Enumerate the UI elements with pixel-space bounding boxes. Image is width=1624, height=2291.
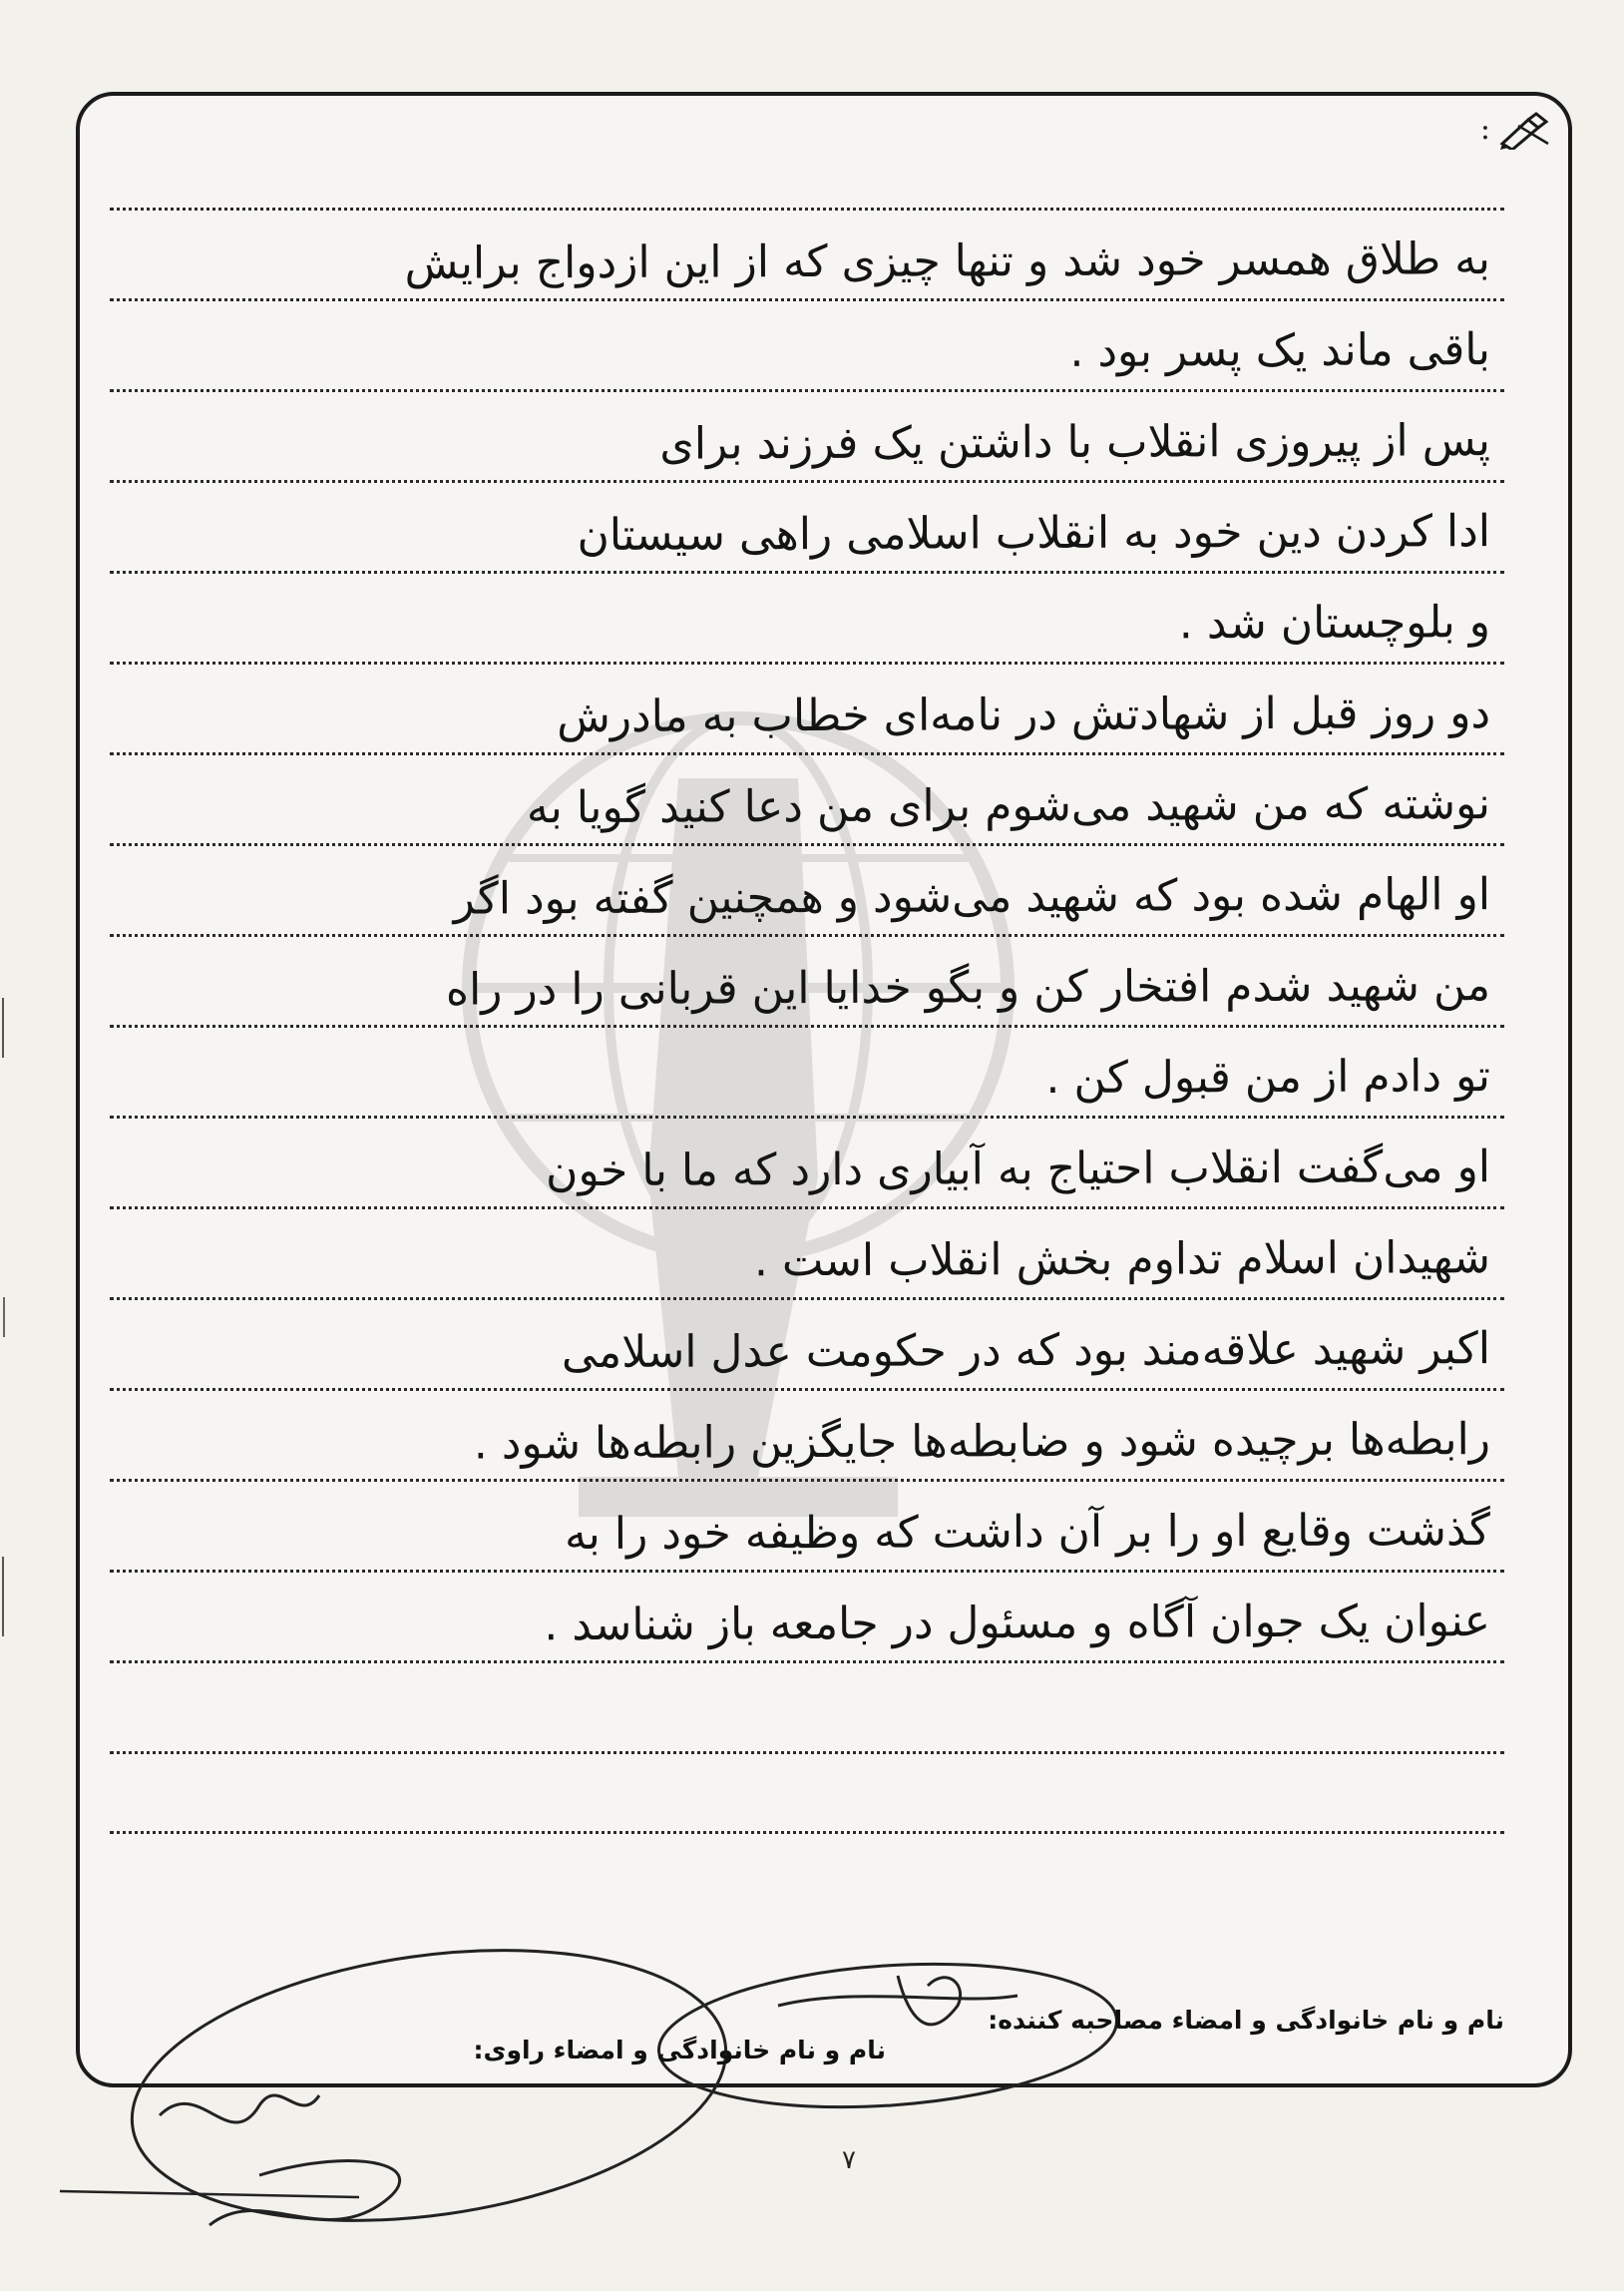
line-text: گذشت وقایع او را بر آن داشت که وظیفه خود را به	[564, 1505, 1491, 1561]
line-text: باقی ماند یک پسر بود .	[1069, 324, 1491, 377]
ruled-line	[110, 1754, 1504, 1834]
line-text: شهیدان اسلام تداوم بخش انقلاب است .	[753, 1232, 1491, 1287]
ruled-line	[110, 665, 1504, 755]
ruled-line	[110, 1391, 1504, 1482]
ruled-line	[110, 1482, 1504, 1573]
line-text: دو روز قبل از شهادتش در نامه‌ای خطاب به مادرش	[557, 687, 1491, 743]
ruled-line	[110, 1663, 1504, 1754]
ruled-line	[110, 1573, 1504, 1663]
line-text: رابطه‌ها برچیده شود و ضابطه‌ها جایگزین رابطه‌ها شود .	[473, 1414, 1491, 1470]
line-text: ادا کردن دین خود به انقلاب اسلامی راهی سیستان	[577, 506, 1491, 562]
line-text: تو دادم از من قبول کن .	[1045, 1051, 1491, 1105]
line-text: من شهید شدم افتخار کن و بگو خدایا این قربانی را در راه	[445, 960, 1491, 1016]
ruled-line	[110, 1209, 1504, 1300]
line-text	[150, 1740, 1490, 1746]
ruled-line	[110, 301, 1504, 392]
line-text: او الهام شده بود که شهید می‌شود و همچنین گفته بود اگر	[453, 869, 1491, 925]
ruled-line	[110, 211, 1504, 301]
line-text: به طلاق همسر خود شد و تنها چیزی که از این ازدواج برایش	[404, 233, 1491, 289]
line-text: پس از پیروزی انقلاب با داشتن یک فرزند برای	[659, 415, 1491, 470]
line-text: و بلوچستان شد .	[1178, 597, 1491, 650]
line-text: اکبر شهید علاقه‌مند بود که در حکومت عدل اسلامی	[561, 1323, 1491, 1379]
ruled-line	[110, 1300, 1504, 1391]
ruled-line	[110, 483, 1504, 574]
narrator-signature-label: نام و نام خانوادگی و امضاء راوی:	[473, 2036, 886, 2064]
ruled-line	[110, 392, 1504, 483]
handwritten-body	[110, 120, 1504, 1834]
line-text	[150, 197, 1490, 203]
ruled-line	[110, 120, 1504, 211]
scan-edge-marks	[0, 998, 10, 1696]
ruled-line	[110, 846, 1504, 937]
line-text: نوشته که من شهید می‌شوم برای من دعا کنید گویا به	[526, 778, 1491, 834]
page-number: ۷	[842, 2145, 856, 2175]
ruled-line	[110, 1119, 1504, 1209]
pen-icon	[1498, 110, 1554, 150]
ruled-line	[110, 574, 1504, 665]
line-text: عنوان یک جوان آگاه و مسئول در جامعه باز شناسد .	[544, 1596, 1491, 1651]
signature-row	[110, 2006, 1504, 2095]
ruled-line	[110, 755, 1504, 846]
ruled-line	[110, 1028, 1504, 1119]
line-text: او می‌گفت انقلاب احتیاج به آبیاری دارد که ما با خون	[545, 1142, 1491, 1197]
ruled-line	[110, 937, 1504, 1028]
header-colon: :	[1479, 112, 1490, 147]
interviewer-signature-label: نام و نام خانوادگی و امضاء مصاحبه کننده:	[988, 2006, 1504, 2035]
